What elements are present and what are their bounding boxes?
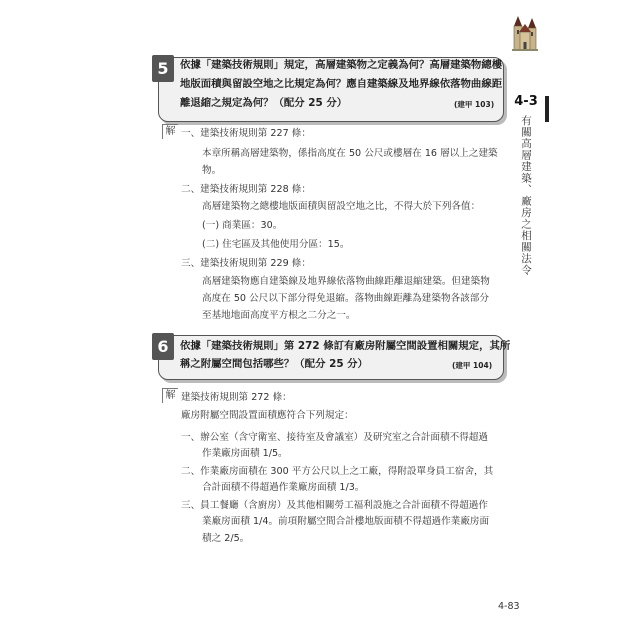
answer-6-line: 作業廠房面積 1/5。	[202, 448, 288, 459]
answer-6-line: 業廠房面積 1/4。前項附屬空間合計樓地版面積不得超過作業廠房面	[202, 516, 490, 527]
question-6-line-1: 依據「建築技術規則」第 272 條訂有廠房附屬空間設置相關規定，其所	[180, 340, 511, 352]
answer-6-line: 廠房附屬空間設置面積應符合下列規定：	[181, 410, 354, 421]
castle-icon	[510, 14, 540, 52]
page-number: 4-83	[498, 601, 520, 612]
question-6-source: (建甲 104)	[452, 361, 493, 370]
answer-5-line: 三、建築技術規則第 229 條：	[181, 258, 311, 269]
answer-5-line: 高層建築物之總樓地版面積與留設空地之比，不得大於下列各值：	[202, 201, 481, 212]
answer-5-line: 至基地地面高度平方根之二分之一。	[202, 310, 356, 321]
question-6-number: 6	[152, 333, 174, 360]
answer-5-line: 一、建築技術規則第 227 條：	[181, 128, 311, 139]
question-5-line-1: 依據「建築技術規則」規定，高層建築物之定義為何？高層建築物總樓	[180, 59, 503, 71]
answer-5-line: (一) 商業區：30。	[202, 220, 283, 231]
answer-5-line: 物。	[202, 165, 222, 176]
answer-6-line: 二、作業廠房面積在 300 平方公尺以上之工廠，得附設單身員工宿舍，其	[181, 466, 494, 477]
answer-5-label: 解	[162, 124, 178, 139]
answer-6-line: 積之 2/5。	[202, 533, 250, 544]
answer-5-line: 高度在 50 公尺以下部分得免退縮。落物曲線距離為建築物各該部分	[202, 293, 489, 304]
question-5-line-3: 離退縮之規定為何？（配分 25 分）	[180, 97, 348, 109]
chapter-title: 有關高層建築、廠房之相關法令	[520, 115, 532, 276]
chapter-number: 4-3	[514, 94, 538, 109]
question-6-line-2: 稱之附屬空間包括哪些？（配分 25 分）	[180, 358, 368, 370]
question-5-line-2: 地版面積與留設空地之比規定為何？應自建築線及地界線依落物曲線距	[180, 78, 503, 90]
answer-6-label: 解	[162, 388, 178, 403]
answer-5-line: 高層建築物應自建築線及地界線依落物曲線距離退縮建築。但建築物	[202, 276, 490, 287]
answer-6-line: 一、辦公室（含守衛室、接待室及會議室）及研究室之合計面積不得超過	[181, 432, 488, 443]
chapter-bar	[545, 96, 549, 122]
answer-6-line: 建築技術規則第 272 條：	[181, 392, 292, 403]
answer-6-line: 三、員工餐廳（含廚房）及其他相關勞工福利設施之合計面積不得超過作	[181, 500, 488, 511]
answer-5-line: 本章所稱高層建築物，係指高度在 50 公尺或樓層在 16 層以上之建築	[202, 148, 498, 159]
answer-5-line: (二) 住宅區及其他使用分區：15。	[202, 239, 350, 250]
question-5-number: 5	[152, 55, 174, 82]
answer-6-line: 合計面積不得超過作業廠房面積 1/3。	[202, 482, 365, 493]
answer-5-line: 二、建築技術規則第 228 條：	[181, 184, 311, 195]
chapter-tab	[511, 94, 541, 276]
question-5-source: (建甲 103)	[454, 100, 495, 109]
